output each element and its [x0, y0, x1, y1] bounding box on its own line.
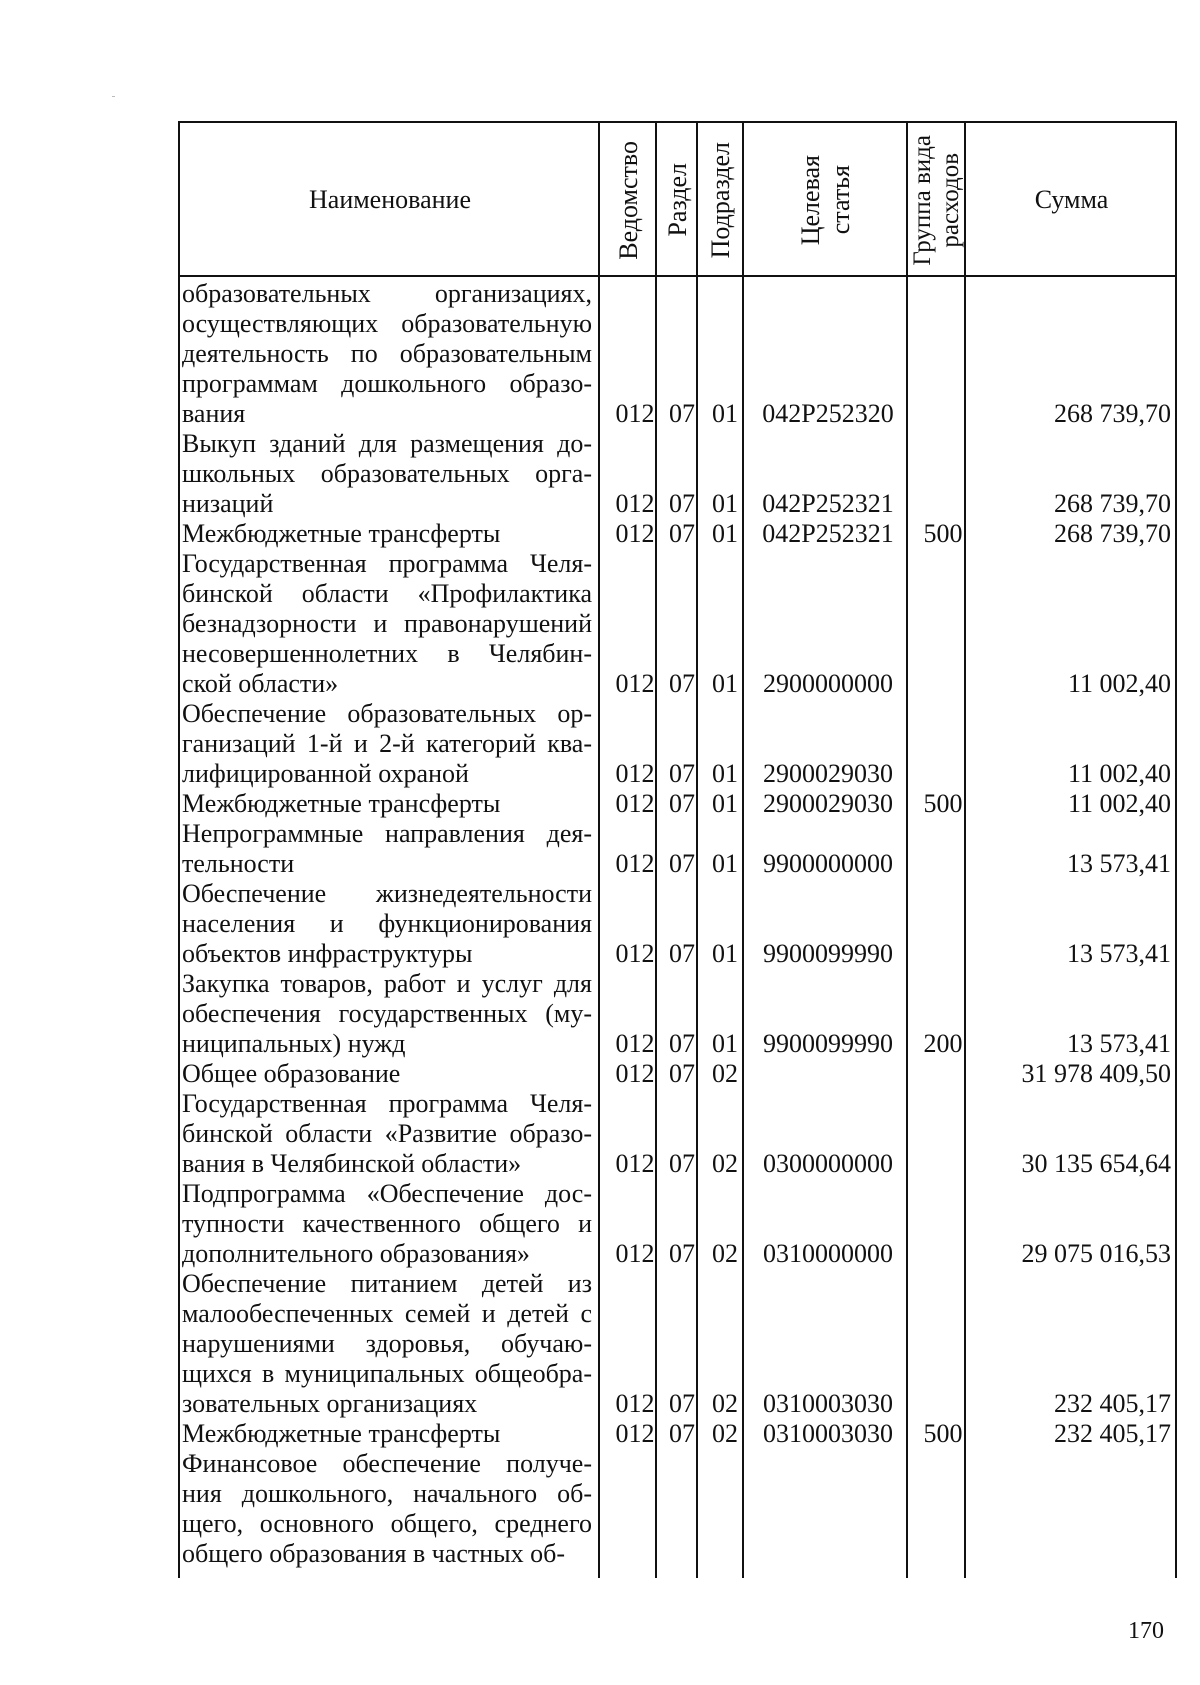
row-name-line: бинской области «Развитие образо-: [182, 1119, 592, 1148]
row-tselevaya: 0310000000: [763, 1239, 893, 1268]
row-podrazdel: 01: [712, 1029, 738, 1058]
row-tselevaya: 0310003030: [763, 1419, 893, 1448]
row-name: [182, 879, 592, 969]
row-name-line: школьных образовательных орга-: [182, 459, 592, 488]
row-summa: 31 978 409,50: [1021, 1059, 1171, 1088]
table-row: [178, 429, 1177, 519]
row-vedomstvo: 012: [615, 849, 655, 878]
row-podrazdel: 02: [712, 1059, 738, 1088]
header-summa: [966, 123, 1177, 277]
table-row: [178, 1179, 1177, 1269]
row-name-line: ния дошкольного, начального об-: [182, 1479, 592, 1508]
row-name-line: дополнительного образования»: [182, 1239, 530, 1268]
table-row: [178, 879, 1177, 969]
row-summa: 232 405,17: [1054, 1419, 1171, 1448]
row-name-line: Общее образование: [182, 1059, 401, 1088]
table-row: [178, 549, 1177, 699]
row-podrazdel: 01: [712, 519, 738, 548]
row-tselevaya: 9900099990: [763, 1029, 893, 1058]
table-row: [178, 279, 1177, 429]
row-name-line: Государственная программа Челя-: [182, 1089, 592, 1118]
table-row: [178, 789, 1177, 819]
table-row: [178, 1449, 1177, 1569]
row-name-line: Межбюджетные трансферты: [182, 789, 501, 818]
table-row: [178, 519, 1177, 549]
row-summa: 232 405,17: [1054, 1389, 1171, 1418]
header-razdel: [657, 123, 698, 277]
row-razdel: 07: [669, 939, 695, 968]
row-razdel: 07: [669, 669, 695, 698]
budget-table: [178, 121, 1177, 1578]
header-tselevaya-line2: статья: [826, 165, 855, 235]
row-vedomstvo: 012: [615, 789, 655, 818]
row-summa: 268 739,70: [1054, 519, 1171, 548]
row-razdel: 07: [669, 489, 695, 518]
row-podrazdel: 01: [712, 399, 738, 428]
row-name-line: тупности качественного общего и: [182, 1209, 592, 1238]
row-gruppa: 500: [923, 1419, 963, 1448]
row-name: [182, 1449, 592, 1569]
row-vedomstvo: 012: [615, 1059, 655, 1088]
table-row: [178, 1419, 1177, 1449]
row-razdel: 07: [669, 789, 695, 818]
row-name: [182, 429, 592, 519]
row-vedomstvo: 012: [615, 399, 655, 428]
row-name-line: вания: [182, 399, 246, 428]
row-name-line: несовершеннолетних в Челябин-: [182, 639, 592, 668]
row-name-line: населения и функционирования: [182, 909, 592, 938]
row-vedomstvo: 012: [615, 1149, 655, 1178]
row-name-line: тельности: [182, 849, 295, 878]
row-podrazdel: 01: [712, 789, 738, 818]
table-row: [178, 699, 1177, 789]
row-name: [182, 549, 592, 699]
row-podrazdel: 01: [712, 489, 738, 518]
row-name-line: программам дошкольного образо-: [182, 369, 592, 398]
table-row: [178, 969, 1177, 1059]
row-tselevaya: 9900099990: [763, 939, 893, 968]
row-name-line: объектов инфраструктуры: [182, 939, 473, 968]
row-name-line: нарушениями здоровья, обучаю-: [182, 1329, 592, 1358]
row-podrazdel: 01: [712, 849, 738, 878]
row-podrazdel: 01: [712, 759, 738, 788]
row-summa: 11 002,40: [1067, 669, 1171, 698]
row-razdel: 07: [669, 519, 695, 548]
row-tselevaya: 042P252320: [762, 399, 894, 428]
row-name-line: ганизаций 1-й и 2-й категорий ква-: [182, 729, 592, 758]
row-name-line: вания в Челябинской области»: [182, 1149, 522, 1178]
row-name-line: Межбюджетные трансферты: [182, 519, 501, 548]
row-razdel: 07: [669, 759, 695, 788]
row-name-line: зовательных организациях: [182, 1389, 478, 1418]
row-name: [182, 1269, 592, 1419]
row-tselevaya: 2900029030: [763, 789, 893, 818]
header-gruppa-label: [909, 135, 965, 266]
row-razdel: 07: [669, 1149, 695, 1178]
row-name: [182, 789, 592, 819]
header-vedomstvo-label: Ведомство: [613, 140, 643, 260]
row-tselevaya: 042P252321: [762, 519, 894, 548]
row-razdel: 07: [669, 849, 695, 878]
row-name: [182, 1089, 592, 1179]
table-row: [178, 819, 1177, 879]
row-name-line: обеспечения государственных (му-: [182, 999, 592, 1028]
row-name-line: щего, основного общего, среднего: [182, 1509, 592, 1538]
header-podrazdel-label: Подраздел: [706, 141, 735, 259]
row-razdel: 07: [669, 1059, 695, 1088]
row-vedomstvo: 012: [615, 519, 655, 548]
row-tselevaya: 2900000000: [763, 669, 893, 698]
row-name-line: Подпрограмма «Обеспечение дос-: [182, 1179, 592, 1208]
row-vedomstvo: 012: [615, 1029, 655, 1058]
row-name-line: Выкуп зданий для размещения до-: [182, 429, 592, 458]
row-name-line: бинской области «Профилактика: [182, 579, 592, 608]
row-name: [182, 1179, 592, 1269]
row-vedomstvo: 012: [615, 939, 655, 968]
row-razdel: 07: [669, 1029, 695, 1058]
row-name: [182, 519, 592, 549]
row-name-line: образовательных организациях,: [182, 279, 592, 308]
row-name-line: ниципальных) нужд: [182, 1029, 406, 1058]
table-row: [178, 1089, 1177, 1179]
row-vedomstvo: 012: [615, 1389, 655, 1418]
row-name-line: Финансовое обеспечение получе-: [182, 1449, 592, 1478]
row-vedomstvo: 012: [615, 1419, 655, 1448]
header-podrazdel: [698, 123, 744, 277]
row-podrazdel: 02: [712, 1149, 738, 1178]
row-name-line: малообеспеченных семей и детей с: [182, 1299, 592, 1328]
row-name-line: Обеспечение образовательных ор-: [182, 699, 592, 728]
row-summa: 13 573,41: [1067, 1029, 1171, 1058]
row-vedomstvo: 012: [615, 669, 655, 698]
row-name-line: осуществляющих образовательную: [182, 309, 592, 338]
row-summa: 11 002,40: [1067, 789, 1171, 818]
row-tselevaya: 2900029030: [763, 759, 893, 788]
header-razdel-label: Раздел: [662, 163, 692, 237]
row-name: [182, 1059, 592, 1089]
row-podrazdel: 01: [712, 939, 738, 968]
row-tselevaya: 0300000000: [763, 1149, 893, 1178]
row-name-line: лифицированной охраной: [182, 759, 469, 788]
page-number: 170: [1128, 1618, 1164, 1644]
row-podrazdel: 02: [712, 1419, 738, 1448]
row-podrazdel: 01: [712, 669, 738, 698]
row-summa: 268 739,70: [1054, 399, 1171, 428]
row-name: [182, 819, 592, 879]
row-name-line: общего образования в частных об-: [182, 1539, 566, 1568]
row-summa: 13 573,41: [1067, 939, 1171, 968]
row-podrazdel: 02: [712, 1239, 738, 1268]
row-name: [182, 969, 592, 1059]
row-summa: 30 135 654,64: [1021, 1149, 1171, 1178]
row-name: [182, 699, 592, 789]
row-razdel: 07: [669, 399, 695, 428]
row-razdel: 07: [669, 1419, 695, 1448]
row-tselevaya: 0310003030: [763, 1389, 893, 1418]
scan-mark: [112, 96, 115, 97]
row-summa: 11 002,40: [1067, 759, 1171, 788]
row-tselevaya: 042P252321: [762, 489, 894, 518]
table-row: [178, 1269, 1177, 1419]
row-gruppa: 500: [923, 519, 963, 548]
header-gruppa-line1: Группа вида: [909, 134, 936, 266]
header-summa-label: Сумма: [1034, 185, 1109, 214]
row-name-line: Государственная программа Челя-: [182, 549, 592, 578]
row-name-line: ской области»: [182, 669, 339, 698]
row-summa: 268 739,70: [1054, 489, 1171, 518]
header-gruppa: [908, 123, 966, 277]
row-summa: 29 075 016,53: [1021, 1239, 1171, 1268]
row-vedomstvo: 012: [615, 489, 655, 518]
header-gruppa-line2: расходов: [937, 152, 964, 248]
row-name-line: Обеспечение питанием детей из: [182, 1269, 592, 1298]
header-tselevaya: [744, 123, 908, 277]
row-name-line: Обеспечение жизнедеятельности: [182, 879, 592, 908]
row-podrazdel: 02: [712, 1389, 738, 1418]
row-name-line: щихся в муниципальных общеобра-: [182, 1359, 592, 1388]
header-vedomstvo: [600, 123, 657, 277]
row-vedomstvo: 012: [615, 1239, 655, 1268]
row-gruppa: 500: [923, 789, 963, 818]
row-tselevaya: 9900000000: [763, 849, 893, 878]
row-vedomstvo: 012: [615, 759, 655, 788]
row-gruppa: 200: [923, 1029, 963, 1058]
table-header: [178, 121, 1177, 277]
header-name-label: Наименование: [309, 185, 471, 214]
row-name-line: деятельность по образовательным: [182, 339, 592, 368]
header-name: [180, 123, 600, 277]
header-tselevaya-line1: Целевая: [796, 154, 825, 246]
header-tselevaya-label: [796, 155, 856, 245]
row-name-line: Межбюджетные трансферты: [182, 1419, 501, 1448]
row-name-line: низаций: [182, 489, 274, 518]
row-summa: 13 573,41: [1067, 849, 1171, 878]
row-name-line: Непрограммные направления дея-: [182, 819, 592, 848]
row-name-line: Закупка товаров, работ и услуг для: [182, 969, 592, 998]
table-row: [178, 1059, 1177, 1089]
row-razdel: 07: [669, 1389, 695, 1418]
row-razdel: 07: [669, 1239, 695, 1268]
row-name: [182, 279, 592, 429]
row-name: [182, 1419, 592, 1449]
row-name-line: безнадзорности и правонарушений: [182, 609, 592, 638]
